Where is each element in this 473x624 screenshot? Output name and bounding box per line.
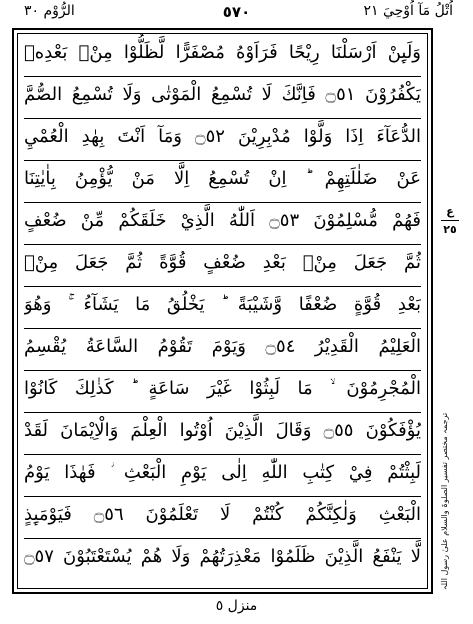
page-number: ٥٧٠ [222,3,251,21]
quran-line: لَّا يَنْفَعُ الَّذِيْنَ ظَلَمُوْا مَعْذِرَتُهُمْ وَلَا هُمْ يُسْتَعْتَبُوْنَ ۝٥٧ [24,546,421,567]
quran-line: الْعَلِيْمُ الْقَدِيْرُ ۝٥٤ وَيَوْمَ تَقُوْمُ السَّاعَةُ يُقْسِمُ [24,328,421,371]
ruku-divider [441,220,459,221]
quran-line: وَلَىِٕنْ اَرْسَلْنَا رِيْحًا فَرَاَوْهُ مُصْفَرًّا لَّظَلُّوْا مِنْۢ بَعْدِهٖ [24,34,421,77]
quran-line: الدُّعَآءَ اِذَا وَلَّوْا مُدْبِرِيْنَ ۝٥٢ وَمَآ اَنْتَ بِهٰدِ الْعُمْيِ [24,118,421,161]
quran-line: يُؤْفَكُوْنَ ۝٥٥ وَقَالَ الَّذِيْنَ اُوْتُوا الْعِلْمَ وَالْاِيْمَانَ لَقَدْ [24,412,421,455]
quran-line: لَبِثْتُمْ فِيْ كِتٰبِ اللّٰهِ اِلٰى يَوْمِ الْبَعْثِ ؗ فَهٰذَا يَوْمُ [24,454,421,497]
quran-line: الْبَعْثِ وَلٰكِنَّكُمْ كُنْتُمْ لَا تَعْلَمُوْنَ ۝٥٦ فَيَوْمَىِٕذٍ [24,496,421,539]
text-frame [12,28,433,594]
juz-title: اُتْلُ مَآ اُوْحِيَ ٢١ [363,3,453,19]
ruku-marker-number: ٢٥ [443,223,457,236]
text-frame-inner [17,33,428,589]
quran-line: بَعْدِ قُوَّةٍ ضُعْفًا وَّشَيْبَةً ؕ يَخْلُقُ مَا يَشَآءُ ۚ وَهُوَ [24,286,421,329]
quran-line: ثُمَّ جَعَلَ مِنْۢ بَعْدِ ضُعْفٍ قُوَّةً ثُمَّ جَعَلَ مِنْۢ [24,244,421,287]
quran-line: فَهُمْ مُّسْلِمُوْنَ ۝٥٣ اَللّٰهُ الَّذِيْ خَلَقَكُمْ مِّنْ ضُعْفٍ [24,202,421,245]
page-header [0,0,473,30]
manzil-footer: منزل ٥ [215,598,258,614]
margin-note: ترجمہ مختصر تفسیر الصلوۃ والسلام علیٰ رسول اللہ [440,412,449,590]
quran-line: عَنْ ضَلٰلَتِهِمْ ؕ اِنْ تُسْمِعُ اِلَّا مَنْ يُّؤْمِنُ بِاٰيٰتِنَا [24,160,421,203]
surah-title: الرُّوْم ٣٠ [24,3,75,19]
ruku-marker [437,205,463,245]
ruku-marker-letter: ع [446,205,454,218]
quran-line: الْمُجْرِمُوْنَ ۙ مَا لَبِثُوْا غَيْرَ سَاعَةٍ ؕ كَذٰلِكَ كَانُوْا [24,370,421,413]
quran-line: يَكْفُرُوْنَ ۝٥١ فَاِنَّكَ لَا تُسْمِعُ الْمَوْتٰى وَلَا تُسْمِعُ الصُّمَّ [24,76,421,119]
